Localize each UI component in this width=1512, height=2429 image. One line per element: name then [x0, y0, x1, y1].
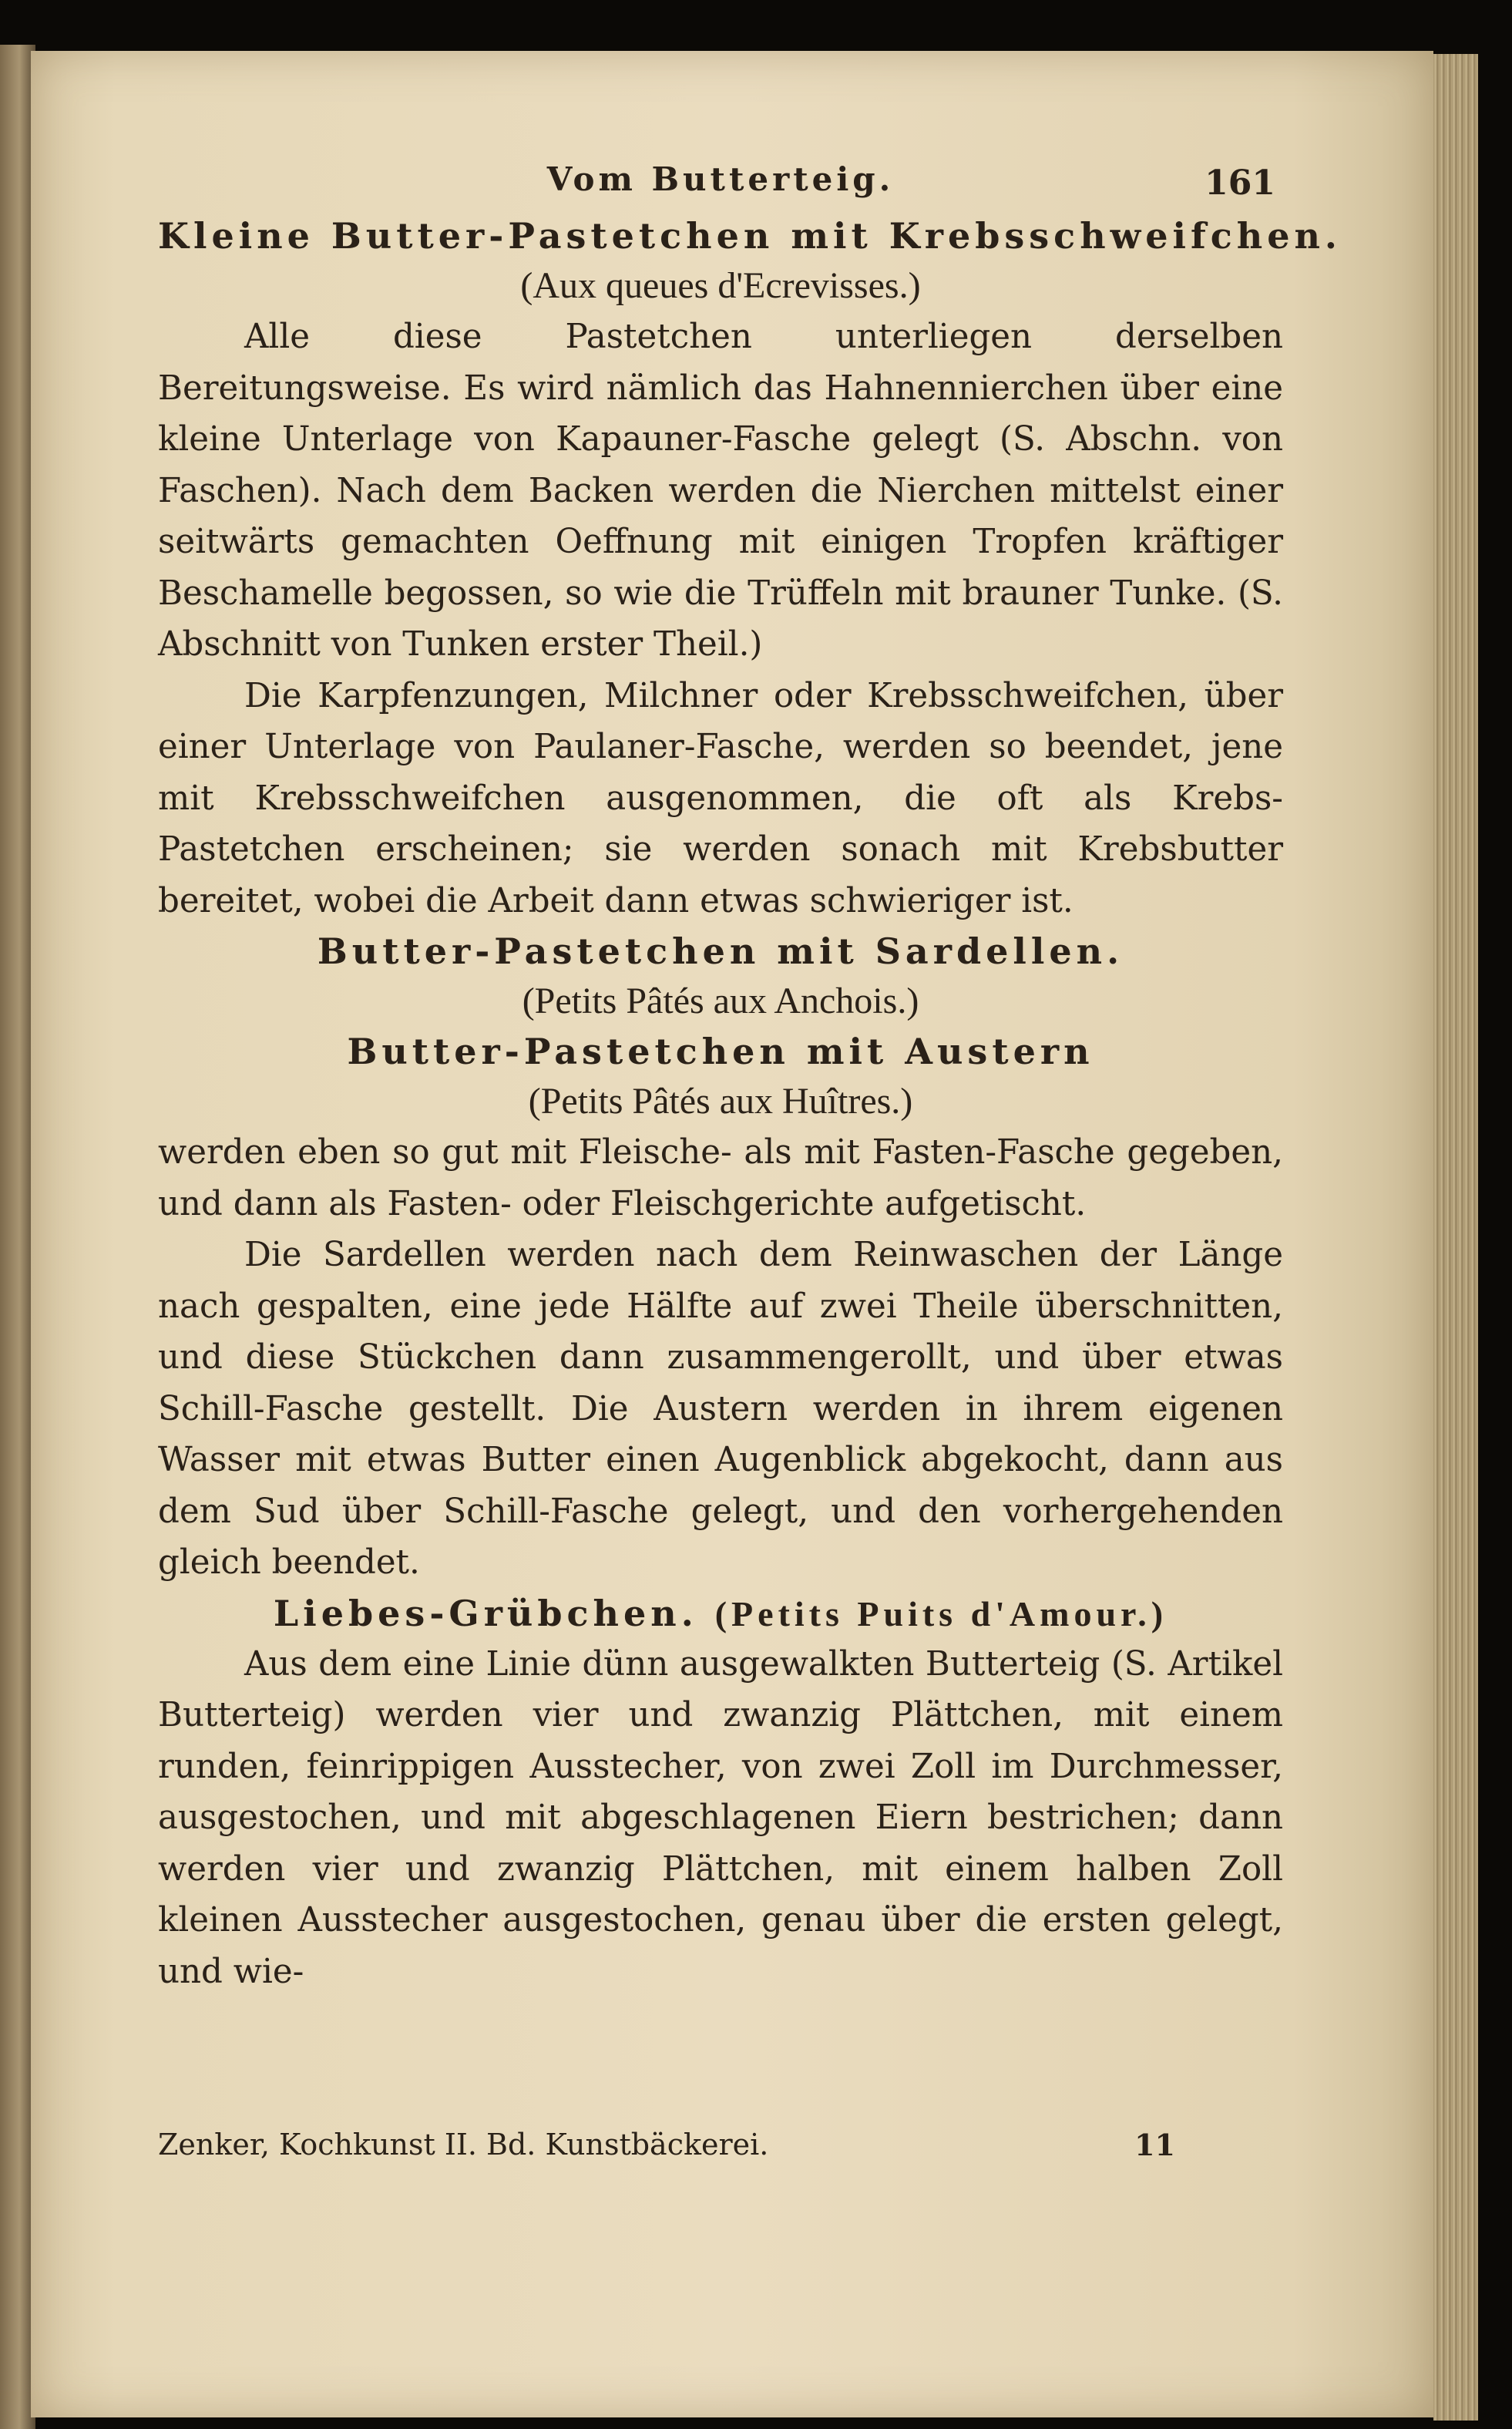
page-footer	[158, 2128, 1283, 2174]
paragraph: Aus dem eine Linie dünn ausgewalkten Butterteig (S. Artikel Butterteig) werden vier und zwanzig Plättchen, mit einem runden, feinrippigen Ausstecher, von zwei Zoll im Durchmesser, ausgestochen, und mit abgeschlagenen Eiern bestrichen; dann werden vier und zwanzig Plättchen, mit einem halben Zoll kleinen Ausstecher ausgestochen, genau über die ersten gelegt, und wie-	[158, 1644, 1283, 1991]
section-subheading-sardellen: (Petits Pâtés aux Anchois.)	[522, 981, 919, 1021]
text-column	[158, 146, 1342, 1997]
paragraph: Die Karpfenzungen, Milchner oder Krebsschweifchen, über einer Unterlage von Paulaner-Fasche, werden so beendet, jene mit Krebsschweifchen ausgenommen, die oft als Krebs-Pastetchen erscheinen; sie werden sonach mit Krebsbutter bereitet, wobei die Arbeit dann etwas schwieriger ist.	[158, 676, 1283, 920]
section-heading-austern: Butter-Pastetchen mit Austern	[347, 1031, 1094, 1072]
page-number: 161	[1205, 163, 1275, 203]
running-title: Vom Butterteig.	[546, 160, 895, 198]
running-head	[158, 146, 1283, 211]
section-subheading-krebs: (Aux queues d'Ecrevisses.)	[520, 265, 921, 306]
sheet-mark: 11	[1134, 2128, 1175, 2162]
section-subheading-liebes: (Petits Puits d'Amour.)	[714, 1593, 1168, 1633]
section-heading-sardellen: Butter-Pastetchen mit Sardellen.	[317, 930, 1124, 972]
section-heading-liebes	[158, 1589, 1283, 1639]
footer-signature: Zenker, Kochkunst II. Bd. Kunstbäckerei.	[158, 2128, 769, 2162]
section-heading-liebes-title: Liebes-Grübchen.	[273, 1592, 698, 1634]
section-heading-krebs: Kleine Butter-Pastetchen mit Krebsschweifchen.	[158, 215, 1342, 257]
paragraph: Alle diese Pastetchen unterliegen derselben Bereitungsweise. Es wird nämlich das Hahnennierchen über eine kleine Unterlage von Kapauner-Fasche gelegt (S. Abschn. von Faschen). Nach dem Backen werden die Nierchen mittelst einer seitwärts gemachten Oeffnung mit einigen Tropfen kräftiger Beschamelle begossen, so wie die Trüffeln mit brauner Tunke. (S. Abschnitt von Tunken erster Theil.)	[158, 318, 1283, 664]
section-subheading-austern: (Petits Pâtés aux Huîtres.)	[528, 1081, 913, 1122]
paragraph: Die Sardellen werden nach dem Reinwaschen der Länge nach gespalten, eine jede Hälfte auf zwei Theile überschnitten, und diese Stückchen dann zusammengerollt, und über etwas Schill-Fasche gestellt. Die Austern werden in ihrem eigenen Wasser mit etwas Butter einen Augenblick abgekocht, dann aus dem Sud über Schill-Fasche gelegt, und den vorhergehenden gleich beendet.	[158, 1236, 1283, 1582]
page-block-edge	[1433, 54, 1478, 2421]
paragraph: werden eben so gut mit Fleische- als mit Fasten-Fasche gegeben, und dann als Fasten- oder Fleischgerichte aufgetischt.	[158, 1133, 1283, 1223]
